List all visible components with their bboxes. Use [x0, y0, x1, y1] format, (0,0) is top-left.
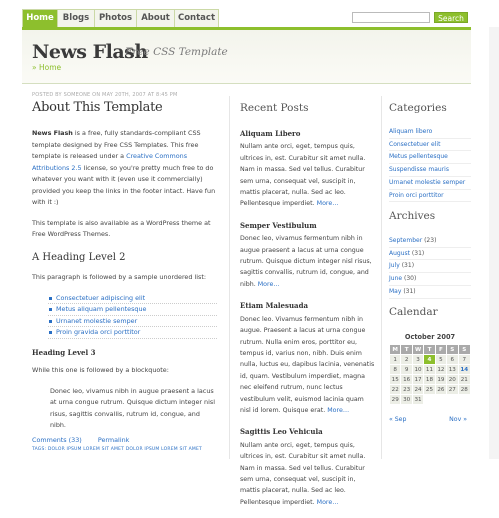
- category-item[interactable]: Proin orci porttitor: [389, 190, 471, 203]
- page-gutter: [489, 27, 499, 459]
- nav-contact[interactable]: Contact: [175, 10, 219, 27]
- recent-post: [240, 128, 375, 210]
- calendar-day: 19: [435, 375, 446, 385]
- list-item: [48, 293, 217, 305]
- breadcrumb[interactable]: » Home: [32, 63, 62, 72]
- calendar-day: 20: [447, 375, 458, 385]
- post-footer-links: [32, 436, 143, 444]
- recent-post: [240, 220, 375, 290]
- calendar-weekday: S: [458, 345, 470, 355]
- list-link[interactable]: Metus aliquam pellentesque: [56, 305, 147, 313]
- calendar-day: 28: [458, 385, 470, 395]
- calendar-day: 10: [412, 365, 423, 375]
- calendar-day: 11: [424, 365, 435, 375]
- category-item[interactable]: Suspendisse mauris: [389, 164, 471, 177]
- calendar-day: 18: [424, 375, 435, 385]
- calendar-day: 17: [412, 375, 423, 385]
- calendar-day: 13: [447, 365, 458, 375]
- intro-text-a: is a free, fully standards-compliant CSS template designed by Free CSS Templates. This free template is released under a: [32, 129, 201, 160]
- archive-item[interactable]: September (23): [389, 235, 471, 248]
- archive-item[interactable]: August (31): [389, 248, 471, 261]
- column-divider: [229, 96, 230, 459]
- more-link[interactable]: More…: [316, 498, 339, 506]
- more-link[interactable]: More…: [327, 406, 350, 414]
- list-link[interactable]: Proin gravida orci porttitor: [56, 328, 141, 336]
- permalink-link[interactable]: Permalink: [97, 436, 130, 444]
- archive-item[interactable]: May (31): [389, 286, 471, 299]
- calendar-day: 22: [390, 385, 401, 395]
- comments-link[interactable]: Comments (33): [32, 436, 82, 444]
- calendar-day: 25: [424, 385, 435, 395]
- calendar-day: [458, 395, 470, 405]
- search-button[interactable]: Search: [434, 12, 468, 23]
- calendar-day: [435, 395, 446, 405]
- calendar-day: 16: [401, 375, 412, 385]
- calendar-day: 2: [401, 355, 412, 365]
- nav-home[interactable]: Home: [23, 10, 58, 27]
- main-content: [32, 128, 217, 441]
- nav-blogs[interactable]: Blogs: [58, 10, 95, 27]
- list-link[interactable]: Urnanet molestie semper: [56, 316, 138, 325]
- calendar-day: 30: [401, 395, 412, 405]
- heading-level-2: A Heading Level 2: [32, 251, 126, 263]
- sample-list: [48, 293, 217, 339]
- calendar-day: 31: [412, 395, 423, 405]
- calendar-day: 7: [458, 355, 470, 365]
- site-tagline: Free CSS Template: [125, 46, 228, 58]
- calendar-day: [424, 395, 435, 405]
- list-item: [48, 327, 217, 339]
- calendar-day: 9: [401, 365, 412, 375]
- intro-bold: News Flash: [32, 129, 73, 137]
- category-item[interactable]: Consectetuer elit: [389, 139, 471, 152]
- blockquote: Donec leo, vivamus nibh in augue praesent a lacus at urna congue rutrum. Quisque dictum integer nisl risus, sagittis convallis, rutrum id, congue, and nibh.: [50, 386, 215, 429]
- calendar-next-link[interactable]: Nov »: [449, 416, 467, 423]
- calendar-day[interactable]: 4: [424, 355, 435, 365]
- list-item: [48, 304, 217, 316]
- calendar-day: 15: [390, 375, 401, 385]
- recent-post-title[interactable]: Semper Vestibulum: [240, 220, 317, 230]
- main-nav: [22, 9, 219, 27]
- categories-heading: Categories: [389, 102, 447, 114]
- category-item[interactable]: Aliquam libero: [389, 126, 471, 139]
- site-header: [22, 27, 471, 84]
- list-link[interactable]: Consectetuer adipiscing elit: [56, 293, 146, 302]
- calendar-day: [447, 395, 458, 405]
- calendar-day: 12: [435, 365, 446, 375]
- calendar-day[interactable]: 14: [458, 365, 470, 375]
- recent-post-title[interactable]: Aliquam Libero: [240, 129, 301, 138]
- calendar-day: 8: [390, 365, 401, 375]
- wordpress-paragraph: This template is also available as a WordPress theme at Free WordPress Themes.: [32, 218, 211, 238]
- archive-item[interactable]: July (31): [389, 260, 471, 273]
- top-bar: [0, 0, 499, 27]
- calendar-weekday: T: [424, 345, 435, 355]
- archive-item[interactable]: June (30): [389, 273, 471, 286]
- recent-post-title[interactable]: Etiam Malesuada: [240, 301, 309, 311]
- recent-post: [240, 300, 375, 416]
- calendar-day: 27: [447, 385, 458, 395]
- categories-list: [389, 126, 471, 202]
- site-title[interactable]: News Flash: [32, 41, 148, 63]
- column-divider: [381, 96, 382, 459]
- nav-photos[interactable]: Photos: [95, 10, 137, 27]
- calendar-day: 3: [412, 355, 423, 365]
- calendar-day: 26: [435, 385, 446, 395]
- calendar-weekday: M: [390, 345, 401, 355]
- nav-about[interactable]: About: [137, 10, 175, 27]
- recent-post: [240, 426, 375, 508]
- archives-list: [389, 235, 471, 299]
- recent-post-body: Donec leo. Vivamus fermentum nibh in augue. Praesent a lacus at urna congue rutrum. Nulla enim eros, porttitor eu, tempus id, varius non, nibh. Duis enim nulla, luctus eu, dapibus lacinia, venenatis id, quam. Vestibulum imperdiet, magna nec eleifend rutrum, nunc lectus vestibulum velit, euismod lacinia quam nisl id lorem. Quisque erat.: [240, 315, 375, 414]
- calendar-day: 29: [390, 395, 401, 405]
- calendar-day: 23: [401, 385, 412, 395]
- license-link[interactable]: Creative Commons Attributions 2.5: [32, 152, 188, 172]
- post-title: About This Template: [32, 100, 163, 115]
- calendar-table: [389, 333, 471, 405]
- calendar-weekday: T: [401, 345, 412, 355]
- calendar-day: 1: [390, 355, 401, 365]
- intro-text-b: license, so you're pretty much free to do whatever you want with it (even use it commercially) provided you keep the links in the footer intact. Have fun with it :): [32, 163, 216, 206]
- recent-post-title[interactable]: Sagittis Leo Vehicula: [240, 427, 323, 437]
- list-item: [48, 316, 217, 328]
- calendar-day: 6: [447, 355, 458, 365]
- calendar-weekday: W: [412, 345, 423, 355]
- heading-level-3: Heading Level 3: [32, 347, 96, 357]
- post-meta: POSTED BY SOMEONE ON MAY 20TH, 2007 AT 8:45 PM: [32, 92, 178, 98]
- recent-post-body: Donec leo, vivamus fermentum nibh in augue praesent a lacus at urna congue rutrum. Quisque dictum integer nisl risus, sagittis convallis, rutrum id, congue, and nibh.: [240, 235, 372, 288]
- search-input[interactable]: [352, 12, 430, 23]
- calendar-heading: Calendar: [389, 306, 438, 318]
- intro-paragraph: [32, 128, 217, 209]
- category-item[interactable]: Urnanet molestie semper: [389, 177, 471, 190]
- calendar-day: 5: [435, 355, 446, 365]
- calendar-caption: October 2007: [404, 333, 456, 341]
- recent-posts-heading: Recent Posts: [240, 102, 309, 114]
- list-intro: This paragraph is followed by a sample unordered list:: [32, 273, 206, 281]
- more-link[interactable]: More…: [316, 200, 339, 208]
- category-item[interactable]: Metus pellentesque: [389, 151, 471, 164]
- quote-intro: While this one is followed by a blockquote:: [32, 366, 169, 374]
- more-link[interactable]: More…: [257, 280, 280, 288]
- calendar-nav: [389, 416, 471, 423]
- recent-post-body: Nullam ante orci, eget, tempus quis, ultrices in, est. Curabitur sit amet nulla. Nam in massa. Sed vel tellus. Curabitur sem urna, consequat vel, suscipit in, mattis placerat, nulla. Sed ac leo. Pellentesque imperdiet.: [240, 143, 366, 208]
- post-tags[interactable]: TAGS: DOLOR IPSUM LOREM SIT AMET DOLOR IPSUM LOREM SIT AMET: [32, 447, 203, 452]
- calendar-prev-link[interactable]: « Sep: [389, 416, 407, 423]
- calendar-day: 21: [458, 375, 470, 385]
- calendar-weekday: F: [435, 345, 446, 355]
- calendar-weekday: S: [447, 345, 458, 355]
- recent-posts: [240, 128, 375, 518]
- calendar-day: 24: [412, 385, 423, 395]
- archives-heading: Archives: [389, 210, 436, 222]
- recent-post-body: Nullam ante orci, eget, tempus quis, ultrices in, est. Curabitur sit amet nulla. Nam in massa. Sed vel tellus. Curabitur sem urna, consequat vel, suscipit in, mattis placerat, nulla. Sed ac leo. Pellentesque imperdiet.: [240, 441, 366, 506]
